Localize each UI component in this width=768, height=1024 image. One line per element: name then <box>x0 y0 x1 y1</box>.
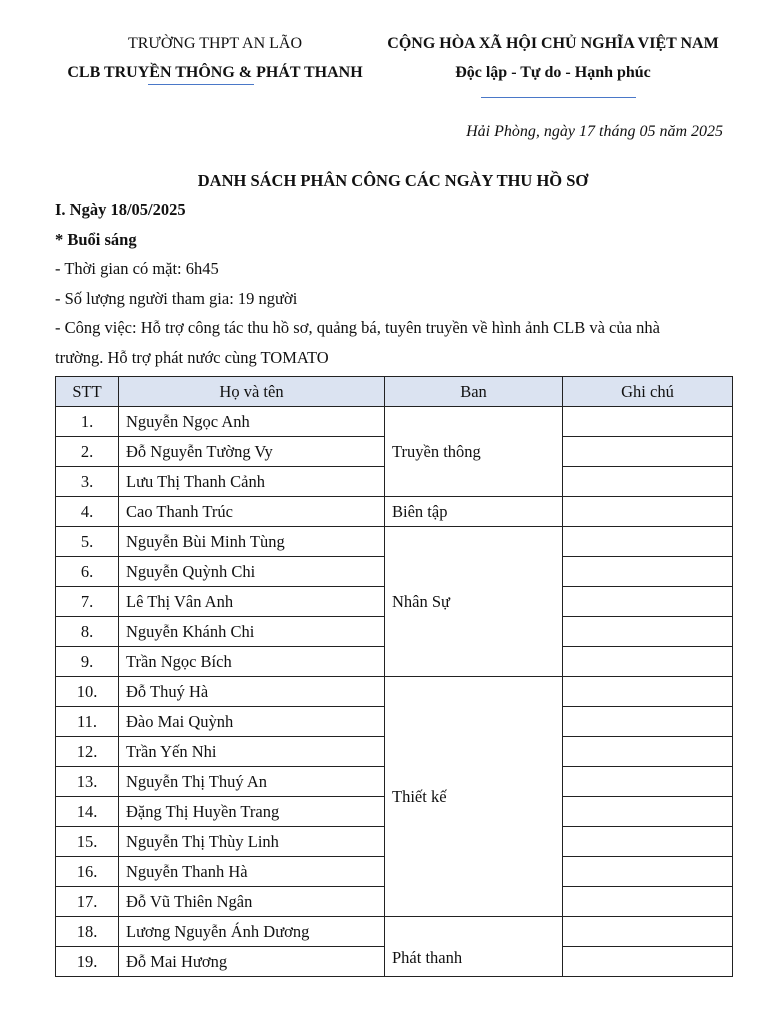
note-cell <box>563 497 733 527</box>
name-cell: Đào Mai Quỳnh <box>119 707 385 737</box>
note-cell <box>563 467 733 497</box>
table-row <box>56 407 733 437</box>
name-cell: Lương Nguyễn Ánh Dương <box>119 917 385 947</box>
ban-cell: Biên tập <box>385 497 563 527</box>
name-cell: Đỗ Nguyễn Tường Vy <box>119 437 385 467</box>
note-cell <box>563 947 733 977</box>
name-cell: Nguyễn Quỳnh Chi <box>119 557 385 587</box>
table-header-row <box>56 377 733 407</box>
note-cell <box>563 917 733 947</box>
name-cell: Nguyễn Thị Thùy Linh <box>119 827 385 857</box>
note-cell <box>563 437 733 467</box>
stt-cell: 11. <box>56 707 119 737</box>
name-cell: Nguyễn Khánh Chi <box>119 617 385 647</box>
stt-cell: 2. <box>56 437 119 467</box>
name-cell: Nguyễn Bùi Minh Tùng <box>119 527 385 557</box>
motto: Độc lập - Tự do - Hạnh phúc <box>455 64 651 81</box>
stt-cell: 12. <box>56 737 119 767</box>
participant-count: - Số lượng người tham gia: 19 người <box>55 289 298 308</box>
note-cell <box>563 587 733 617</box>
club-name: CLB TRUYỀN THÔNG & PHÁT THANH <box>67 64 363 81</box>
col-header-stt: STT <box>56 377 119 407</box>
note-cell <box>563 647 733 677</box>
name-cell: Lê Thị Vân Anh <box>119 587 385 617</box>
stt-cell: 3. <box>56 467 119 497</box>
table-row <box>56 497 733 527</box>
task-description-line2: trường. Hỗ trợ phát nước cùng TOMATO <box>55 348 329 367</box>
stt-cell: 5. <box>56 527 119 557</box>
school-name: TRƯỜNG THPT AN LÃO <box>127 35 303 52</box>
arrival-time: - Thời gian có mặt: 6h45 <box>55 259 219 278</box>
club-underline <box>148 84 254 85</box>
note-cell <box>563 707 733 737</box>
note-cell <box>563 407 733 437</box>
ban-cell: Phát thanh <box>385 917 563 977</box>
note-cell <box>563 827 733 857</box>
stt-cell: 6. <box>56 557 119 587</box>
table-row <box>56 917 733 947</box>
stt-cell: 9. <box>56 647 119 677</box>
stt-cell: 16. <box>56 857 119 887</box>
name-cell: Đặng Thị Huyền Trang <box>119 797 385 827</box>
note-cell <box>563 887 733 917</box>
stt-cell: 1. <box>56 407 119 437</box>
note-cell <box>563 767 733 797</box>
ban-cell: Thiết kế <box>385 677 563 917</box>
name-cell: Lưu Thị Thanh Cảnh <box>119 467 385 497</box>
name-cell: Trần Ngọc Bích <box>119 647 385 677</box>
name-cell: Đỗ Mai Hương <box>119 947 385 977</box>
stt-cell: 7. <box>56 587 119 617</box>
table-row <box>56 677 733 707</box>
ban-cell: Nhân Sự <box>385 527 563 677</box>
table-row <box>56 527 733 557</box>
stt-cell: 13. <box>56 767 119 797</box>
ban-cell: Truyền thông <box>385 407 563 497</box>
document-title: DANH SÁCH PHÂN CÔNG CÁC NGÀY THU HỒ SƠ <box>197 171 589 190</box>
session-heading: * Buổi sáng <box>55 230 137 249</box>
date-line: Hải Phòng, ngày 17 tháng 05 năm 2025 <box>466 123 723 140</box>
name-cell: Nguyễn Thanh Hà <box>119 857 385 887</box>
stt-cell: 10. <box>56 677 119 707</box>
name-cell: Cao Thanh Trúc <box>119 497 385 527</box>
motto-underline <box>481 97 636 98</box>
note-cell <box>563 557 733 587</box>
nation-title: CỘNG HÒA XÃ HỘI CHỦ NGHĨA VIỆT NAM <box>387 35 719 52</box>
col-header-note: Ghi chú <box>563 377 733 407</box>
col-header-ban: Ban <box>385 377 563 407</box>
stt-cell: 18. <box>56 917 119 947</box>
note-cell <box>563 527 733 557</box>
stt-cell: 19. <box>56 947 119 977</box>
stt-cell: 15. <box>56 827 119 857</box>
note-cell <box>563 737 733 767</box>
name-cell: Nguyễn Thị Thuý An <box>119 767 385 797</box>
section-heading: I. Ngày 18/05/2025 <box>55 200 186 219</box>
stt-cell: 8. <box>56 617 119 647</box>
note-cell <box>563 677 733 707</box>
note-cell <box>563 617 733 647</box>
col-header-name: Họ và tên <box>119 377 385 407</box>
name-cell: Nguyễn Ngọc Anh <box>119 407 385 437</box>
stt-cell: 14. <box>56 797 119 827</box>
note-cell <box>563 797 733 827</box>
task-description-line1: - Công việc: Hỗ trợ công tác thu hồ sơ, quảng bá, tuyên truyền về hình ảnh CLB và của nhà <box>55 318 660 337</box>
name-cell: Trần Yến Nhi <box>119 737 385 767</box>
assignment-table <box>55 376 733 977</box>
name-cell: Đỗ Vũ Thiên Ngân <box>119 887 385 917</box>
stt-cell: 4. <box>56 497 119 527</box>
name-cell: Đỗ Thuý Hà <box>119 677 385 707</box>
note-cell <box>563 857 733 887</box>
stt-cell: 17. <box>56 887 119 917</box>
